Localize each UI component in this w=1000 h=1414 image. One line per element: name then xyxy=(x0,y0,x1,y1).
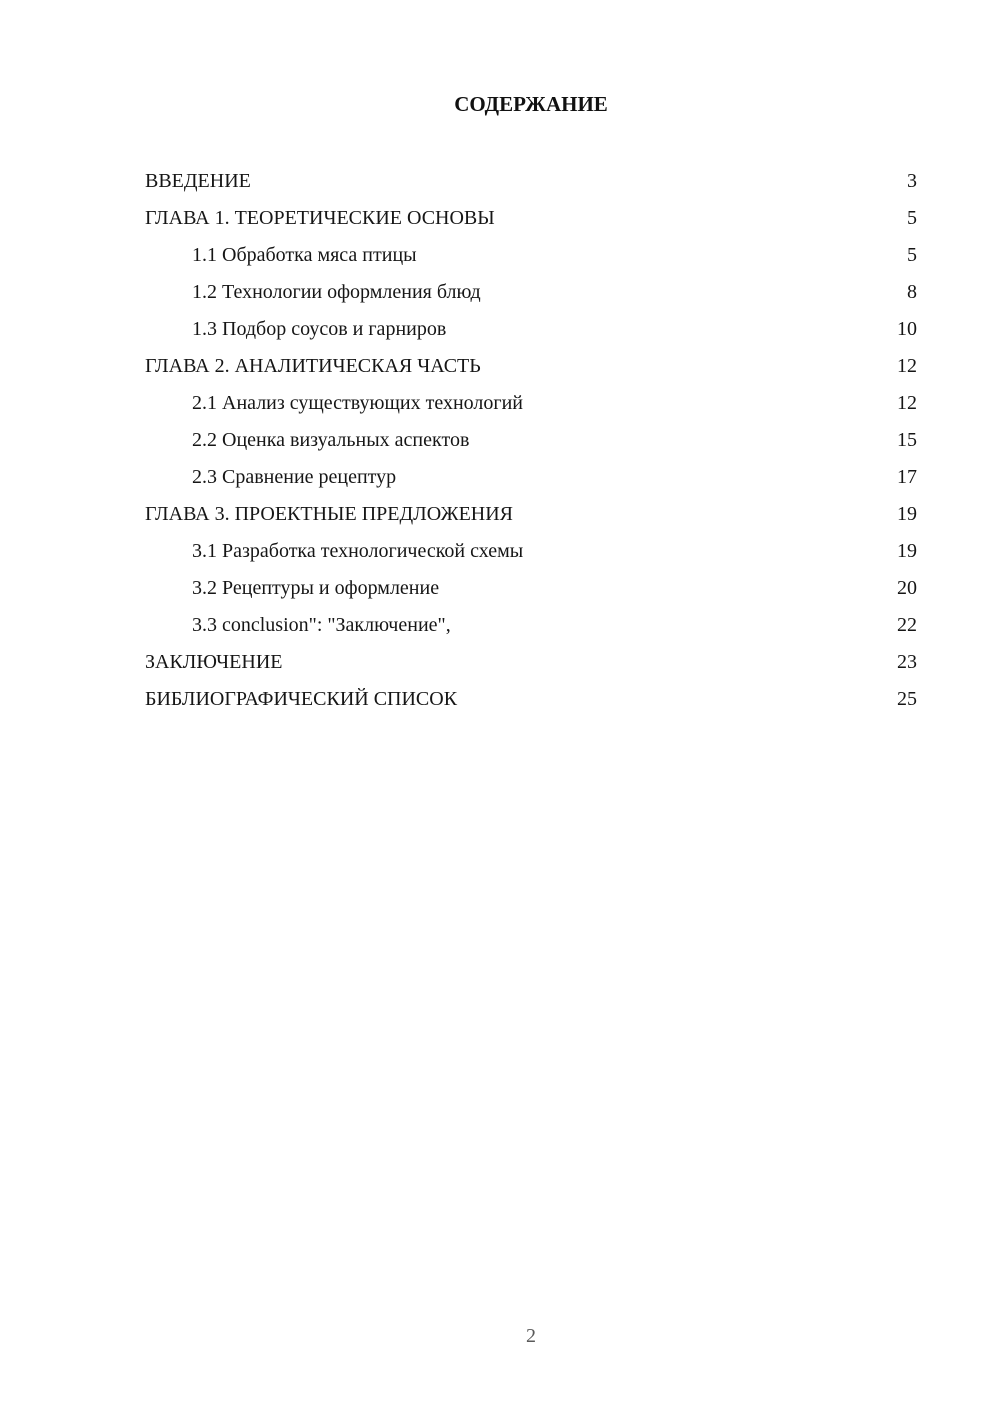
toc-entry-label: БИБЛИОГРАФИЧЕСКИЙ СПИСОК xyxy=(145,688,458,710)
page-number-footer: 2 xyxy=(526,1325,536,1347)
toc-entry-page: 5 xyxy=(907,244,917,266)
toc-entry xyxy=(145,503,917,540)
toc-entry xyxy=(145,688,917,725)
toc-entry xyxy=(145,318,917,355)
toc-entry xyxy=(145,429,917,466)
toc-entry xyxy=(145,651,917,688)
toc-list xyxy=(145,170,917,725)
toc-entry-label: ГЛАВА 1. ТЕОРЕТИЧЕСКИЕ ОСНОВЫ xyxy=(145,207,495,229)
toc-entry-label: 2.3 Сравнение рецептур xyxy=(192,466,397,488)
toc-title: СОДЕРЖАНИЕ xyxy=(454,92,608,116)
toc-entry-label: 3.3 conclusion": "Заключение", xyxy=(192,614,451,636)
toc-entry xyxy=(145,540,917,577)
toc-entry xyxy=(145,244,917,281)
toc-entry xyxy=(145,207,917,244)
toc-entry-label: 3.2 Рецептуры и оформление xyxy=(192,577,440,599)
toc-entry-page: 23 xyxy=(897,651,917,673)
toc-entry-label: ВВЕДЕНИЕ xyxy=(145,170,251,192)
toc-entry-label: ГЛАВА 3. ПРОЕКТНЫЕ ПРЕДЛОЖЕНИЯ xyxy=(145,503,514,525)
toc-entry xyxy=(145,392,917,429)
toc-entry-label: 1.2 Технологии оформления блюд xyxy=(192,281,481,303)
toc-entry-page: 19 xyxy=(897,540,917,562)
toc-entry-page: 19 xyxy=(897,503,917,525)
toc-entry-page: 8 xyxy=(907,281,917,303)
toc-entry xyxy=(145,281,917,318)
toc-entry-page: 5 xyxy=(907,207,917,229)
toc-entry xyxy=(145,614,917,651)
toc-entry xyxy=(145,355,917,392)
toc-entry-page: 25 xyxy=(897,688,917,710)
toc-entry-label: 2.2 Оценка визуальных аспектов xyxy=(192,429,470,451)
toc-entry-page: 12 xyxy=(897,392,917,414)
toc-entry-page: 17 xyxy=(897,466,917,488)
toc-entry-label: 1.3 Подбор соусов и гарниров xyxy=(192,318,447,340)
toc-entry-page: 12 xyxy=(897,355,917,377)
toc-entry-label: ЗАКЛЮЧЕНИЕ xyxy=(145,651,283,673)
toc-entry-page: 10 xyxy=(897,318,917,340)
toc-entry-label: 2.1 Анализ существующих технологий xyxy=(192,392,523,414)
toc-entry-label: ГЛАВА 2. АНАЛИТИЧЕСКАЯ ЧАСТЬ xyxy=(145,355,481,377)
toc-entry xyxy=(145,466,917,503)
toc-entry xyxy=(145,170,917,207)
toc-entry xyxy=(145,577,917,614)
toc-entry-label: 3.1 Разработка технологической схемы xyxy=(192,540,524,562)
toc-entry-page: 3 xyxy=(907,170,917,192)
toc-entry-page: 20 xyxy=(897,577,917,599)
toc-entry-page: 22 xyxy=(897,614,917,636)
toc-entry-page: 15 xyxy=(897,429,917,451)
toc-entry-label: 1.1 Обработка мяса птицы xyxy=(192,244,417,266)
